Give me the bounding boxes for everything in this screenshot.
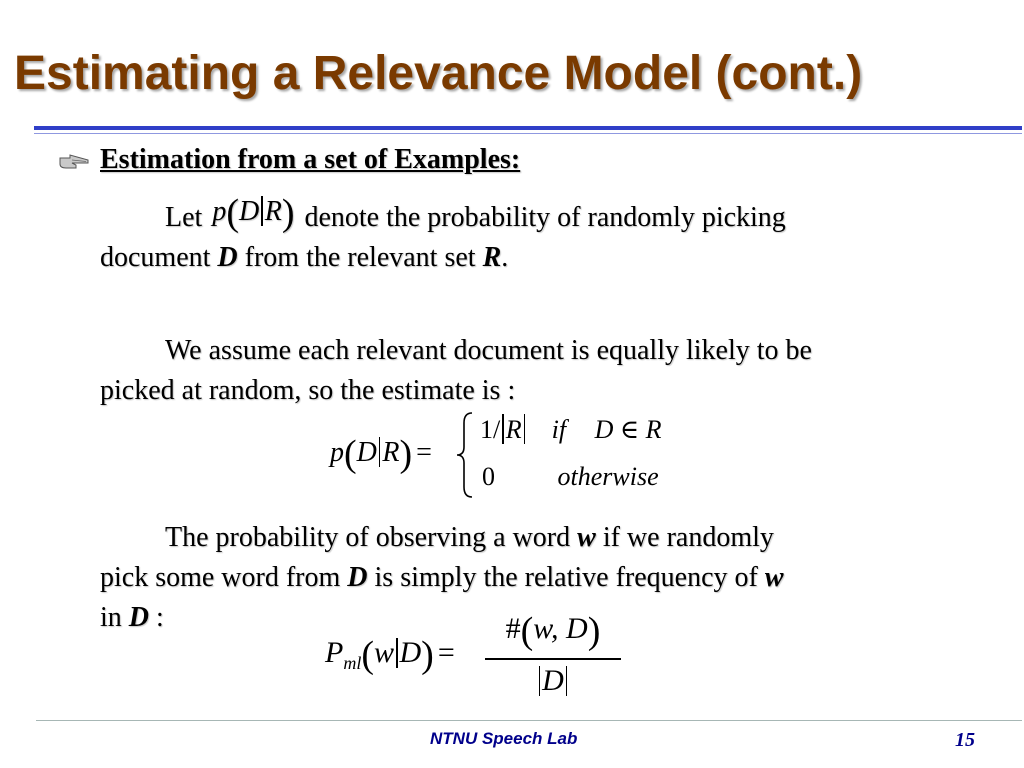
fraction-line [485,658,621,660]
word-let: Let [165,202,203,233]
var-d: D [128,602,150,633]
equation-estimate-lhs: p(D R) = [330,433,432,475]
paragraph-definition: Let p(D R) denote the probability of randomly picking document D from the relevant set R. [100,192,786,273]
equation-case-2: 0 otherwise [482,462,659,491]
equation-ml-estimate [325,612,625,712]
bullet-heading: Estimation from a set of Examples: [100,144,521,175]
var-d: D [347,562,368,593]
title-underline-thin [34,133,1022,134]
inline-expr-pdr: p(D R) [212,192,295,234]
equation-estimate [330,410,710,500]
equation-case-1: 1/ R if D ∈ R [480,415,662,444]
var-d: D [217,242,238,273]
equation-ml-numerator: #(w, D) [505,610,601,652]
equation-ml-lhs: $P_{ml}(w$ D) = [325,634,455,676]
paragraph-word-probability: The probability of observing a word w if we randomly pick some word from D is simply the relative frequency of w in D : [100,522,784,633]
equation-ml-denominator: D [485,664,621,698]
footer-lab-name: NTNU Speech Lab [430,729,578,748]
pointing-hand-icon [58,150,90,174]
page-number: 15 [955,729,975,751]
var-w: w [577,522,596,553]
footer-divider [36,720,1022,721]
title-underline [34,126,1022,130]
curly-brace [452,410,478,500]
slide-title: Estimating a Relevance Model (cont.) [14,47,863,100]
var-w: w [764,562,784,593]
var-r: R [482,242,502,273]
paragraph-assumption: We assume each relevant document is equally likely to be picked at random, so the estimate is : [100,335,812,406]
